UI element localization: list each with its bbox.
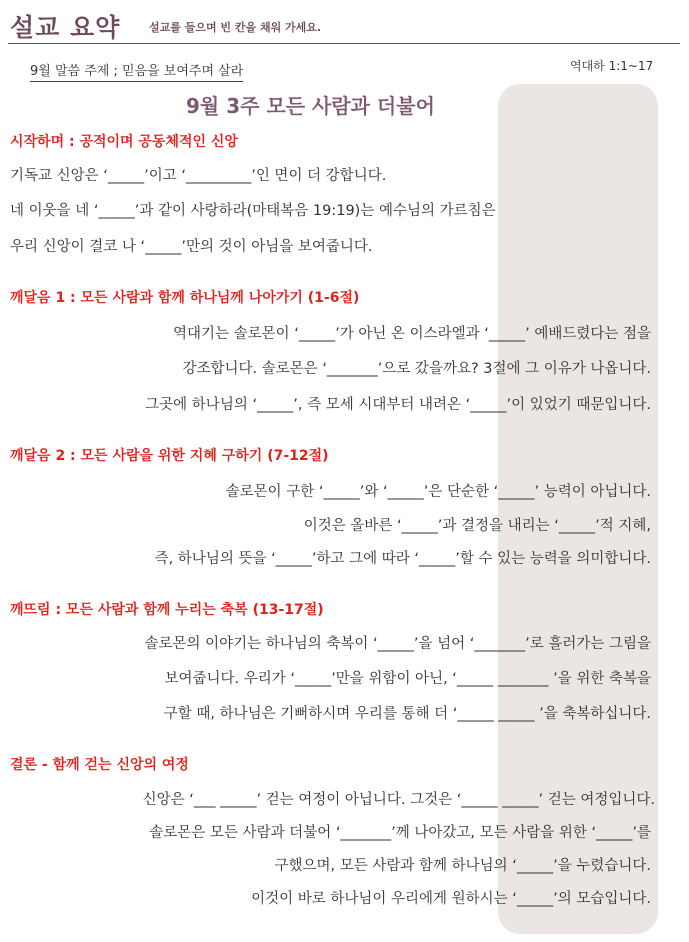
monthly-theme: 9월 말씀 주제 ; 믿음을 보여주며 살라 <box>30 60 243 82</box>
section-heading: 시작하며 : 공적이며 공동체적인 신앙 <box>10 134 238 150</box>
section-line: 이것은 올바른 ‘_____’과 결정을 내리는 ‘_____’적 지혜, <box>303 518 651 534</box>
section-line: 즉, 하나님의 뜻을 ‘_____’하고 그에 따라 ‘_____’할 수 있는 능력을 의미합니다. <box>154 551 651 567</box>
section-line: 보여줍니다. 우리가 ‘_____’만을 위함이 아닌, ‘_____ _______ ’을 위한 축복을 <box>164 671 651 687</box>
section-line: 역대기는 솔로몬이 ‘_____’가 아닌 온 이스라엘과 ‘_____’ 예배드렸다는 점을 <box>173 326 651 342</box>
section-heading: 결론 - 함께 걷는 신앙의 여정 <box>10 757 189 773</box>
page-title: 설교 요약 <box>10 13 121 42</box>
section-line: 이것이 바로 하나님이 우리에게 원하시는 ‘_____’의 모습입니다. <box>251 891 651 907</box>
section-line: 솔로몬의 이야기는 하나님의 축복이 ‘_____’을 넘어 ‘_______’로 흘러가는 그림을 <box>144 636 651 652</box>
section-line: 그곳에 하나님의 ‘_____’, 즉 모세 시대부터 내려온 ‘_____’이 있었기 때문입니다. <box>145 397 651 413</box>
header-divider <box>8 43 680 44</box>
section-line: 구할 때, 하나님은 기뻐하시며 우리를 통해 더 ‘_____ _____ ’을 축복하십니다. <box>163 706 651 722</box>
week-title: 9월 3주 모든 사람과 더불어 <box>186 94 435 118</box>
section-line: 구했으며, 모든 사람과 함께 하나님의 ‘_____’을 누렸습니다. <box>274 858 651 874</box>
section-line: 솔로몬은 모든 사람과 더불어 ‘_______’께 나아갔고, 모든 사람을 위한 ‘_____’를 <box>149 825 651 841</box>
scripture-reference: 역대하 1:1~17 <box>570 59 654 73</box>
section-line: 네 이웃을 네 ‘_____’과 같이 사랑하라(마태복음 19:19)는 예수님의 가르침은 <box>10 203 496 219</box>
section-heading: 깨달음 1 : 모든 사람과 함께 하나님께 나아가기 (1-6절) <box>10 290 360 306</box>
section-line: 신앙은 ‘___ _____’ 걷는 여정이 아닙니다. 그것은 ‘_____ _____’ 걷는 여정입니다. <box>142 792 655 808</box>
section-heading: 깨뜨림 : 모든 사람과 함께 누리는 축복 (13-17절) <box>10 602 324 618</box>
instruction-text: 설교를 들으며 빈 칸을 채워 가세요. <box>149 21 322 34</box>
section-line: 솔로몬이 구한 ‘_____’와 ‘_____’은 단순한 ‘_____’ 능력이 아닙니다. <box>225 484 651 500</box>
section-line: 기독교 신앙은 ‘_____’이고 ‘_________’인 면이 더 강합니다. <box>10 168 387 184</box>
section-line: 우리 신앙이 결코 나 ‘_____’만의 것이 아님을 보여줍니다. <box>10 239 373 255</box>
section-line: 강조합니다. 솔로몬은 ‘_______’으로 갔을까요? 3절에 그 이유가 나옵니다. <box>182 361 651 377</box>
section-heading: 깨달음 2 : 모든 사람을 위한 지혜 구하기 (7-12절) <box>10 448 329 464</box>
